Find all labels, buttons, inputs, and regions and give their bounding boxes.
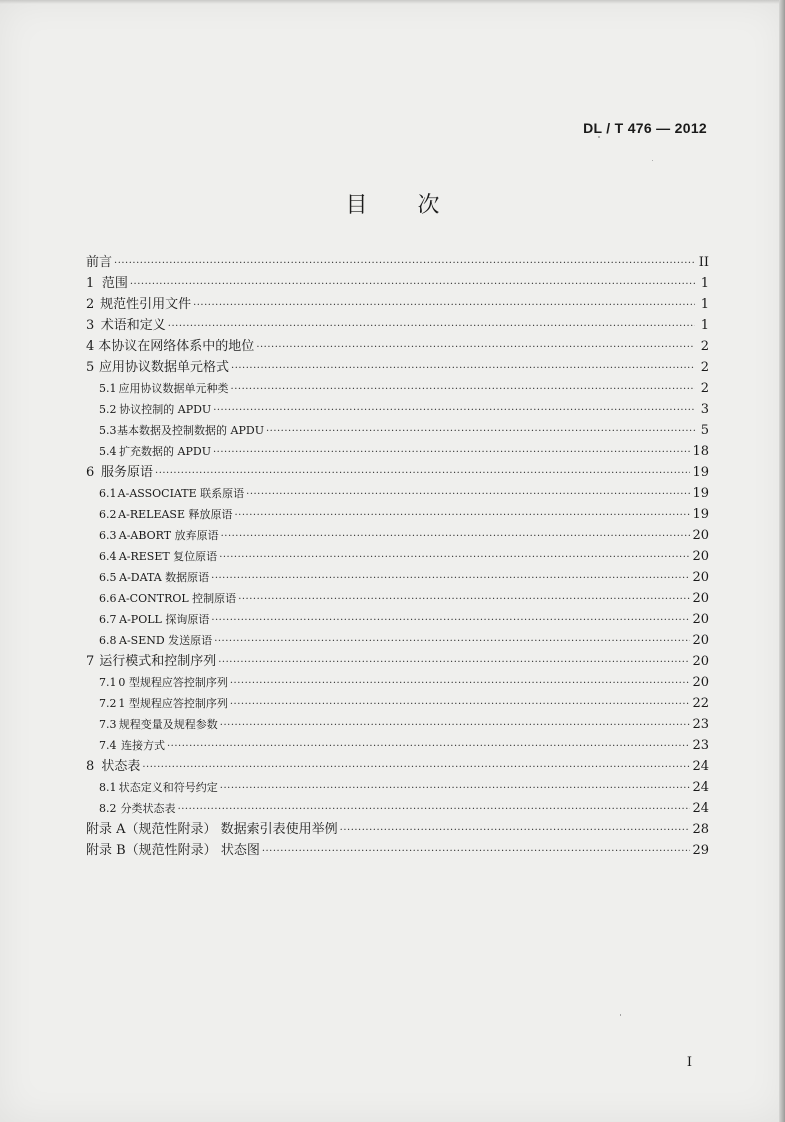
toc-entry-page: 5	[700, 423, 709, 438]
toc-entry-number: 6.4	[99, 550, 117, 563]
toc-entry-page: II	[698, 255, 709, 270]
toc-entry[interactable]	[86, 273, 709, 294]
scan-speck	[598, 136, 600, 138]
toc-entry[interactable]	[86, 714, 709, 735]
toc-entry-page: 2	[700, 339, 709, 354]
toc-dot-leader	[256, 337, 695, 358]
toc-entry-number: 6.6	[99, 592, 117, 605]
toc-entry-page: 22	[692, 696, 709, 711]
toc-entry-page: 29	[692, 843, 709, 858]
toc-dot-leader	[262, 841, 691, 862]
toc-dot-leader	[155, 463, 690, 484]
toc-entry-title: 状态定义和符号约定	[118, 781, 218, 794]
toc-entry-title: 0 型规程应答控制序列	[118, 676, 228, 689]
toc-entry-title: 运行模式和控制序列	[99, 654, 217, 669]
toc-dot-leader	[211, 610, 690, 631]
page-number: I	[686, 1055, 692, 1070]
toc-entry-number: 6.2	[99, 508, 117, 521]
toc-entry[interactable]	[86, 798, 709, 819]
toc-entry-number: 5.2	[99, 403, 117, 416]
toc-entry-title: 服务原语	[101, 465, 154, 480]
toc-entry[interactable]	[86, 483, 709, 504]
toc-entry-page: 20	[692, 528, 709, 543]
scan-speck	[652, 160, 653, 161]
toc-entry[interactable]	[86, 252, 709, 273]
toc-dot-leader	[220, 778, 691, 799]
toc-entry[interactable]	[86, 588, 709, 609]
toc-entry-page: 1	[700, 318, 709, 333]
toc-entry-page: 3	[700, 402, 709, 417]
toc-entry-title: A-ASSOCIATE 联系原语	[117, 487, 245, 500]
toc-entry[interactable]	[86, 378, 709, 399]
toc-dot-leader	[235, 505, 691, 526]
toc-dot-leader	[168, 316, 695, 337]
toc-entry-title: A-SEND 发送原语	[119, 634, 213, 647]
toc-entry-page: 1	[700, 276, 709, 291]
toc-entry-title: 应用协议数据单元种类	[118, 382, 229, 395]
toc-entry-number: 6	[86, 465, 95, 480]
toc-dot-leader	[213, 400, 695, 421]
toc-entry[interactable]	[86, 315, 709, 336]
toc-entry-title: A-RESET 复位原语	[118, 550, 218, 563]
toc-dot-leader	[219, 547, 690, 568]
toc-entry[interactable]	[86, 693, 709, 714]
toc-entry-title: 扩充数据的 APDU	[119, 445, 211, 458]
toc-entry-title: 附录 A（规范性附录） 数据索引表使用举例	[86, 822, 338, 837]
toc-entry-title: 1 型规程应答控制序列	[118, 697, 228, 710]
toc-entry-page: 2	[700, 381, 709, 396]
page-title: 目次	[345, 193, 490, 218]
toc-entry-page: 19	[692, 507, 709, 522]
toc-entry-page: 23	[692, 717, 709, 732]
toc-dot-leader	[214, 631, 690, 652]
toc-dot-leader	[266, 421, 695, 442]
toc-entry-title: 范围	[101, 276, 128, 291]
toc-entry[interactable]	[86, 756, 709, 777]
toc-entry-page: 20	[692, 591, 709, 606]
toc-entry-page: 19	[692, 465, 709, 480]
toc-entry-title: A-CONTROL 控制原语	[118, 592, 237, 605]
toc-entry[interactable]	[86, 672, 709, 693]
toc-entry[interactable]	[86, 567, 709, 588]
toc-entry-title: 前言	[86, 255, 113, 270]
toc-entry-page: 24	[692, 759, 709, 774]
toc-entry-number: 4	[86, 339, 95, 354]
toc-entry-title: 应用协议数据单元格式	[99, 360, 230, 375]
page-right-edge	[779, 0, 785, 1122]
toc-entry-title: 附录 B（规范性附录） 状态图	[86, 843, 260, 858]
toc-dot-leader	[142, 757, 690, 778]
toc-dot-leader	[238, 589, 690, 610]
toc-entry-page: 20	[692, 612, 709, 627]
toc-entry-title: 状态表	[101, 759, 141, 774]
toc-entry-page: 23	[692, 738, 709, 753]
toc-entry-page: 2	[700, 360, 709, 375]
toc-entry-number: 5.1	[99, 382, 117, 395]
toc-dot-leader	[218, 652, 690, 673]
toc-entry-page: 20	[692, 675, 709, 690]
toc-entry-title: 分类状态表	[120, 802, 176, 815]
toc-entry-title: A-ABORT 放弃原语	[118, 529, 219, 542]
toc-entry-number: 8	[86, 759, 95, 774]
toc-dot-leader	[211, 568, 690, 589]
toc-dot-leader	[213, 442, 690, 463]
toc-entry[interactable]	[86, 462, 709, 483]
toc-dot-leader	[221, 526, 691, 547]
toc-entry[interactable]	[86, 651, 709, 672]
toc-entry-number: 7.3	[99, 718, 117, 731]
toc-entry[interactable]	[86, 630, 709, 651]
toc-entry-number: 1	[86, 276, 95, 291]
toc-entry-title: 规范性引用文件	[100, 297, 192, 312]
toc-entry[interactable]	[86, 840, 709, 861]
toc-entry-title: A-RELEASE 释放原语	[118, 508, 233, 521]
toc-entry[interactable]	[86, 357, 709, 378]
toc-dot-leader	[231, 358, 695, 379]
toc-entry-page: 18	[692, 444, 709, 459]
table-of-contents	[86, 252, 709, 861]
toc-dot-leader	[230, 673, 691, 694]
toc-entry-number: 6.5	[99, 571, 117, 584]
toc-entry-number: 6.7	[99, 613, 117, 626]
toc-entry[interactable]	[86, 525, 709, 546]
toc-dot-leader	[231, 379, 695, 400]
toc-dot-leader	[220, 715, 691, 736]
toc-entry[interactable]	[86, 441, 709, 462]
toc-entry-page: 20	[692, 633, 709, 648]
toc-entry-page: 1	[700, 297, 709, 312]
toc-entry-number: 7.2	[99, 697, 117, 710]
toc-entry-number: 5	[86, 360, 95, 375]
toc-entry-title: 基本数据及控制数据的 APDU	[117, 424, 264, 437]
toc-entry[interactable]	[86, 504, 709, 525]
toc-entry-number: 5.4	[99, 445, 117, 458]
toc-entry-number: 6.8	[99, 634, 117, 647]
toc-entry[interactable]	[86, 420, 709, 441]
toc-entry-number: 7	[86, 654, 95, 669]
toc-entry[interactable]	[86, 735, 709, 756]
toc-dot-leader	[246, 484, 690, 505]
toc-entry-title: A-DATA 数据原语	[119, 571, 210, 584]
toc-entry[interactable]	[86, 399, 709, 420]
toc-entry[interactable]	[86, 546, 709, 567]
toc-entry-title: 术语和定义	[100, 318, 166, 333]
toc-entry-title: 协议控制的 APDU	[119, 403, 212, 416]
toc-entry-page: 20	[692, 549, 709, 564]
toc-entry-page: 19	[692, 486, 709, 501]
document-code: DL / T 476 — 2012	[583, 120, 707, 136]
toc-entry-title: 本协议在网络体系中的地位	[98, 339, 255, 354]
toc-entry-number: 5.3	[99, 424, 117, 437]
toc-dot-leader	[193, 295, 695, 316]
toc-dot-leader	[178, 799, 691, 820]
toc-dot-leader	[114, 253, 695, 274]
toc-entry[interactable]	[86, 777, 709, 798]
toc-entry-page: 20	[692, 654, 709, 669]
page-top-shadow	[0, 0, 785, 4]
toc-entry-number: 7.4	[99, 739, 117, 752]
toc-entry[interactable]	[86, 336, 709, 357]
toc-dot-leader	[167, 736, 690, 757]
scan-speck	[620, 1014, 621, 1016]
toc-entry[interactable]	[86, 819, 709, 840]
toc-dot-leader	[340, 820, 691, 841]
toc-entry-number: 2	[86, 297, 95, 312]
toc-entry-page: 20	[692, 570, 709, 585]
toc-entry-title: 连接方式	[121, 739, 165, 752]
toc-entry-number: 8.1	[99, 781, 117, 794]
toc-entry-title: A-POLL 探询原语	[119, 613, 210, 626]
toc-entry-page: 24	[692, 801, 709, 816]
toc-entry-page: 28	[692, 822, 709, 837]
toc-entry-number: 6.1	[99, 487, 117, 500]
toc-dot-leader	[130, 274, 695, 295]
toc-dot-leader	[230, 694, 691, 715]
toc-entry-number: 6.3	[99, 529, 117, 542]
toc-entry-number: 8.2	[99, 802, 117, 815]
toc-entry-title: 规程变量及规程参数	[118, 718, 218, 731]
toc-entry-number: 7.1	[99, 676, 117, 689]
toc-entry[interactable]	[86, 609, 709, 630]
toc-entry-page: 24	[692, 780, 709, 795]
toc-entry-number: 3	[86, 318, 95, 333]
toc-entry[interactable]	[86, 294, 709, 315]
